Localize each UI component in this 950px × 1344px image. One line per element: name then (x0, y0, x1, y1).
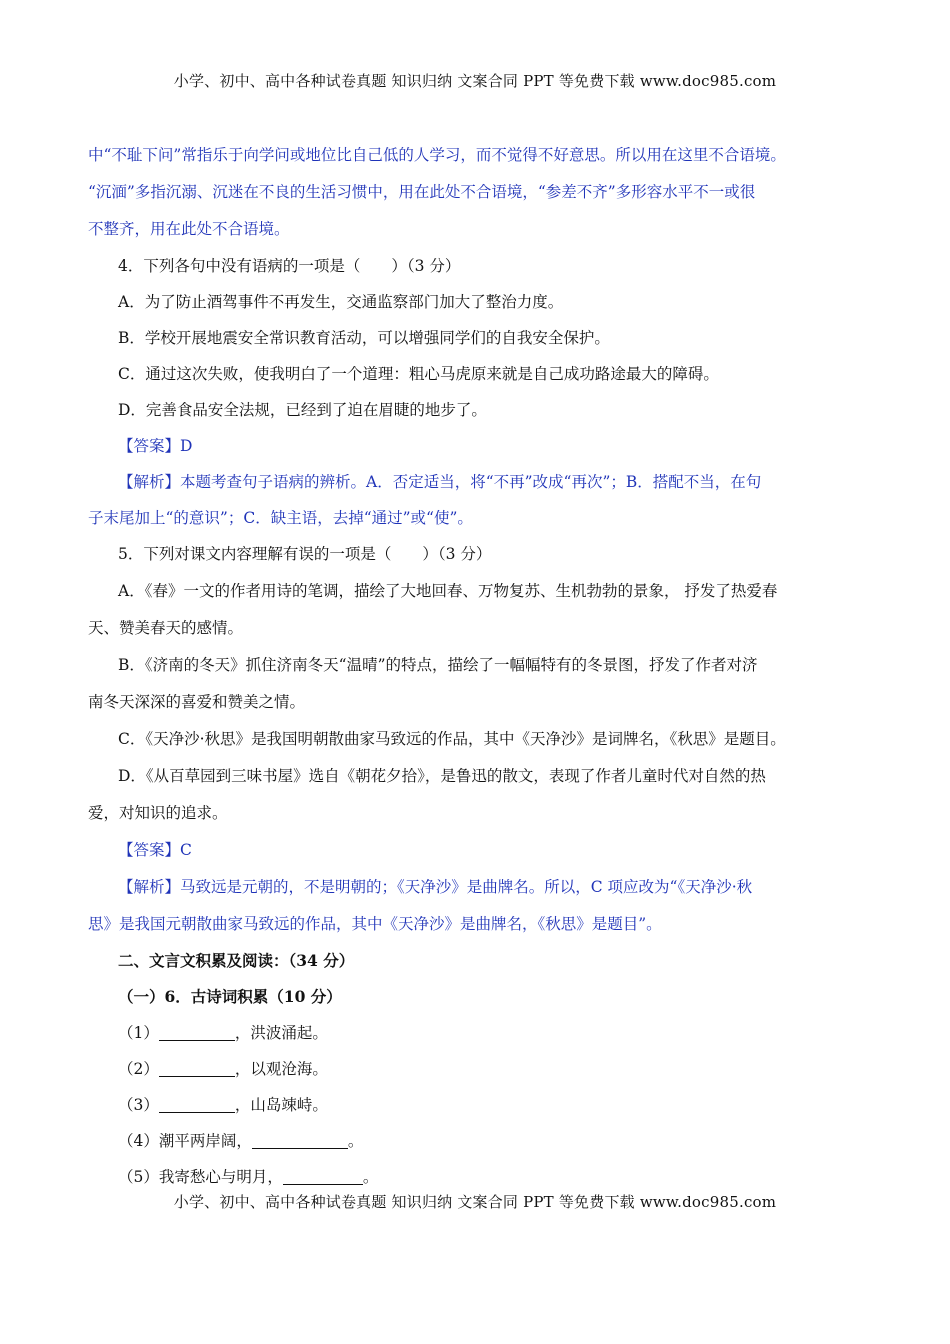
q3-analysis-line-1: 中“不耻下问”常指乐于向学问或地位比自己低的人学习，而不觉得不好意思。所以用在这里不合语境。 (88, 146, 786, 164)
q5-option-a-line-2: 天、赞美春天的感情。 (88, 619, 244, 637)
analysis-text: 马致远是元朝的，不是明朝的；《天净沙》是曲牌名。所以，C 项应改为“《天净沙·秋 (180, 878, 753, 896)
item-number: （3） (118, 1096, 159, 1114)
q5-option-b-line-2: 南冬天深深的喜爱和赞美之情。 (88, 693, 306, 711)
page-header: 小学、初中、高中各种试卷真题 知识归纳 文案合同 PPT 等免费下载 www.doc985.com (173, 72, 777, 90)
item-number: （4） (118, 1132, 159, 1150)
item-number: （5） (118, 1168, 159, 1186)
q5-option-b-line-1: B．《济南的冬天》抓住济南冬天“温晴”的特点，描绘了一幅幅特有的冬景图，抒发了作者对济 (118, 656, 758, 674)
q4-option-d: D．完善食品安全法规，已经到了迫在眉睫的地步了。 (118, 401, 487, 419)
q4-analysis-line-2: 子末尾加上“的意识”；C．缺主语，去掉“通过”或“使”。 (88, 509, 473, 527)
q5-stem: 5．下列对课文内容理解有误的一项是（ ）（3 分） (118, 545, 492, 563)
q4-option-b: B．学校开展地震安全常识教育活动，可以增强同学们的自我安全保护。 (118, 329, 610, 347)
q4-option-c: C．通过这次失败，使我明白了一个道理：粗心马虎原来就是自己成功路途最大的障碍。 (118, 365, 719, 383)
answer-value: D (180, 437, 193, 455)
item-text-after: ，洪波涌起。 (234, 1024, 328, 1042)
q5-option-c: C．《天净沙·秋思》是我国明朝散曲家马致远的作品，其中《天净沙》是词牌名，《秋思》是题目。 (118, 730, 786, 748)
q3-analysis-line-2: “沉湎”多指沉溺、沉迷在不良的生活习惯中，用在此处不合语境，“参差不齐”多形容水平不一或很 (88, 183, 756, 201)
poem-fill-item-1 (118, 1022, 328, 1044)
item-number: （1） (118, 1024, 159, 1042)
q4-stem: 4．下列各句中没有语病的一项是（ ）（3 分） (118, 257, 461, 275)
item-text-before: 潮平两岸阔， (158, 1132, 252, 1150)
q5-answer (118, 839, 192, 861)
item-text-after: 。 (347, 1132, 364, 1150)
page-footer: 小学、初中、高中各种试卷真题 知识归纳 文案合同 PPT 等免费下载 www.doc985.com (173, 1193, 777, 1211)
poem-fill-item-5 (118, 1166, 378, 1188)
fill-blank[interactable] (283, 1168, 363, 1185)
item-text-after: ，山岛竦峙。 (234, 1096, 328, 1114)
q5-option-a-line-1: A．《春》一文的作者用诗的笔调，描绘了大地回春、万物复苏、生机勃勃的景象， 抒发了热爱春 (118, 582, 778, 600)
analysis-tag: 【解析】 (118, 473, 181, 491)
q5-option-d-line-1: D．《从百草园到三味书屋》选自《朝花夕拾》，是鲁迅的散文，表现了作者儿童时代对自然的热 (118, 767, 766, 785)
item-text-after: ，以观沧海。 (234, 1060, 328, 1078)
q4-analysis-line-1 (118, 471, 761, 493)
fill-blank[interactable] (159, 1060, 235, 1077)
q3-analysis-line-3: 不整齐，用在此处不合语境。 (88, 220, 290, 238)
q4-answer (118, 435, 192, 457)
section-2-subtitle: （一）6．古诗词积累（10 分） (118, 987, 342, 1006)
item-text-before: 我寄愁心与明月， (158, 1168, 283, 1186)
poem-fill-item-3 (118, 1094, 328, 1116)
section-2-title: 二、文言文积累及阅读：（34 分） (118, 951, 355, 970)
poem-fill-item-2 (118, 1058, 328, 1080)
analysis-text: 本题考查句子语病的辨析。A．否定适当，将“不再”改成“再次”；B．搭配不当，在句 (180, 473, 762, 491)
q5-option-d-line-2: 爱，对知识的追求。 (88, 804, 228, 822)
fill-blank[interactable] (159, 1024, 235, 1041)
fill-blank[interactable] (159, 1096, 235, 1113)
poem-fill-item-4 (118, 1130, 363, 1152)
item-text-after: 。 (362, 1168, 379, 1186)
fill-blank[interactable] (252, 1132, 348, 1149)
q5-analysis-line-1 (118, 876, 752, 898)
q4-option-a: A．为了防止酒驾事件不再发生，交通监察部门加大了整治力度。 (118, 293, 564, 311)
item-number: （2） (118, 1060, 159, 1078)
answer-tag: 【答案】 (118, 841, 181, 859)
analysis-tag: 【解析】 (118, 878, 181, 896)
answer-value: C (180, 841, 192, 859)
answer-tag: 【答案】 (118, 437, 181, 455)
q5-analysis-line-2: 思》是我国元朝散曲家马致远的作品，其中《天净沙》是曲牌名，《秋思》是题目”。 (88, 915, 662, 933)
